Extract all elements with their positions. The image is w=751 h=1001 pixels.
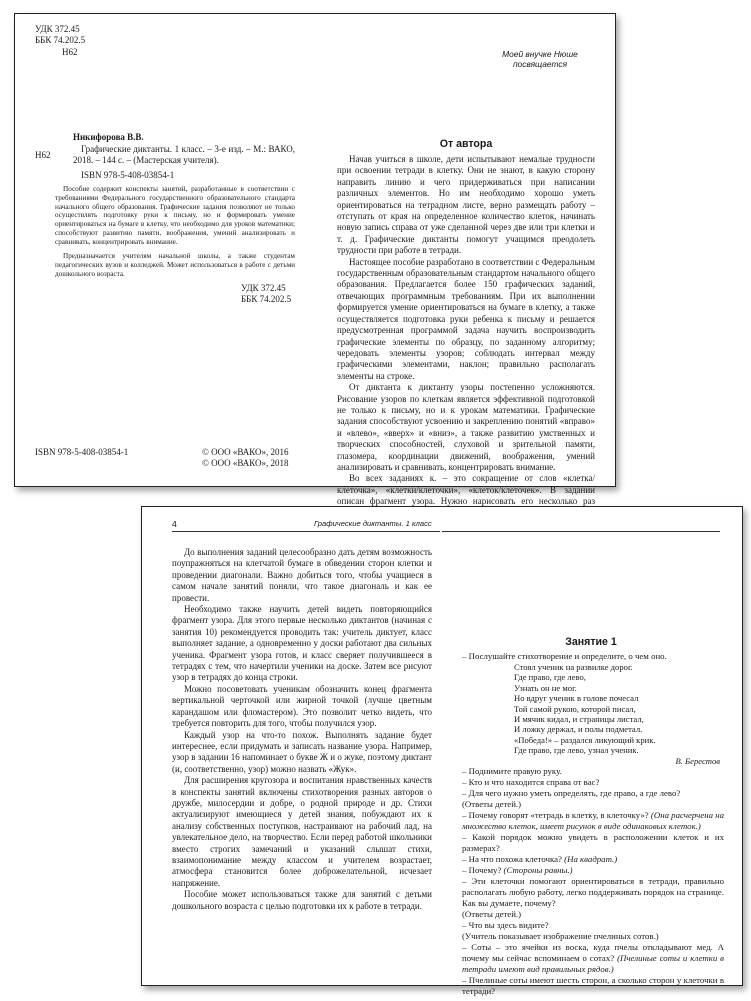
question: – Почему? [462,865,502,876]
copyright-2016: © ООО «ВАКО», 2016 [202,447,289,457]
foreword-body [337,154,595,519]
foreword-page [317,14,615,507]
page-number: 4 [172,519,177,529]
dedication-line-2: посвящается [512,59,568,70]
poem-line: И мячик кидал, и страницы листал, [514,714,644,725]
poem-line: Стоял ученик на развилке дорог. [514,662,633,672]
running-head: Графические диктанты. 1 класс [314,519,432,528]
poem-line: Той самой рукою, которой писал, [514,703,636,714]
intro-paragraph: Пособие может использоваться также для занятий с детьми дошкольного возраста с целью подготовки их к работе в тетради. [172,889,432,911]
dialogue-line: – Послушайте стихотворение и определите, о чем оно. [462,651,667,661]
imprint-page [15,14,315,486]
annotation: Пособие содержит конспекты занятий, разработанные в соответствии с требованиями Федерального государственного образовательного стандарта начального общего образования. Графические задания позволяют не только осуществлять подготовку руки к письму, но и формировать умение ориентироваться на бумаге в клетку, что необходимо для уроков математики; способствуют развитию памяти, воображения, умений анализировать и сравнивать, концентрировать внимание. [55,185,295,246]
intro-page [142,507,442,985]
intro-paragraph: Для расширения кругозора и воспитания нравственных качеств в конспекты занятий включены стихотворения разных авторов о дружбе, милосердии и добре, о родной природе и др. Стихи актуализируют имеющиеся у детей знания, побуждают их к анализу собственных поступков, настраивают на рабочий лад, на увлекательное дело, на творчество. Если перед работой школьники вместо строгих замечаний и указаний слышат стихи, взаимопонимание между классом и учителем возрастает, атмосфера становится более доброжелательной, исчезает напряжение. [172,775,432,888]
foreword-paragraph: Настоящее пособие разработано в соответствии с Федеральным государственным образовательным стандартом начального общего образования. Предлагается более 150 графических заданий, отвечающих программным требованиям. При их выполнении формируется умение ориентироваться на бумаге в клетку, а также осуществляется подготовка руки ребенка к письму и решается предусмотренная программой задача научить воспроизводить графические элементы по образцу, по заданному алгоритму; чередовать элементы узоров; соблюдать интервал между графическими элементами, наклон; правильно располагать элементы на строке. [337,256,595,381]
isbn-inline: ISBN 978-5-408-03854-1 [81,170,175,180]
book-spread-imprint [14,13,616,507]
book-spread-lesson [141,506,743,997]
poem-line: Где право, где лево, узнал ученик. [514,745,639,756]
poem-line: Где право, где лево, [514,672,586,683]
poem-line: «Победа!» – раздался ликующий крик. [514,734,656,745]
foreword-paragraph: От диктанта к диктанту узоры постепенно усложняются. Рисование узоров по клеткам является эффективной подготовкой не только к письму, но и к урокам математики. Графические задания способствуют усвоению и закреплению понятий «вправо» и «влево», «вверх» и «вниз», а также развитию умственных и творческих способностей, слуховой и зрительной памяти, глазомера, координации движений, воображения, умений анализировать и сравнивать, концентрировать внимание. [337,382,595,472]
lesson-body [462,651,724,997]
dialogue-line [462,810,724,832]
dedication [485,49,595,70]
author-code: Н62 [35,150,51,160]
poem [462,662,724,766]
citation: Графические диктанты. 1 класс. – 3-е изд. – М.: ВАКО, 2018. – 144 с. – (Мастерская учителя). [73,144,295,166]
dialogue-line: (Ответы детей.) [462,799,522,810]
header-rule-right [442,531,720,532]
foreword-heading: От автора [439,138,493,150]
bbk-bottom: ББК 74.202.5 [241,294,292,304]
author-name: Никифорова В.В. [73,132,144,142]
dialogue-line: – Пчелиные соты имеют шесть сторон, а сколько сторон у клеточки в тетради? [462,975,724,997]
answer: (Пчелиные соты и клетки в тетради имеют вид правильных рядов.) [462,953,724,975]
dialogue-line: – Для чего нужно уметь определять, где право, а где лево? [462,788,681,799]
poem-line: Но вдруг ученик в голове почесал [514,693,639,704]
udk-top: УДК 372.45 [35,24,80,34]
author-code-top: Н62 [62,47,78,57]
lesson-page [442,507,742,997]
dialogue-line: – Какой порядок можно увидеть в расположении клеток и их размерах? [462,832,724,854]
isbn-footer: ISBN 978-5-408-03854-1 [35,447,129,457]
lesson-heading: Занятие 1 [565,636,617,648]
bbk-top: ББК 74.202.5 [35,35,86,45]
question: – Соты – это ячейки из воска, куда пчелы откладывают мед. А почему мы сейчас вспоминаем о сотах? [462,942,724,964]
intro-paragraph: До выполнения заданий целесообразно дать детям возможность поупражняться на клетчатой бумаге в обведении сторон клетки и проведении диагонали. Важно добиться того, чтобы учащиеся в самом начале занятий поняли, что такое диагональ и как ее провести. [172,547,432,603]
answer: (На квадрат.) [564,854,618,865]
copyright-2018: © ООО «ВАКО», 2018 [202,458,289,468]
dialogue-line: (Ответы детей.) [462,909,522,920]
dialogue-line [462,865,724,876]
dialogue-line [462,942,724,975]
dedication-line-1: Моей внучке Нюше [502,49,578,59]
answer: (Она расчерчена на множество клеток, имеет рисунок в виде одинаковых клеток.) [462,810,724,832]
dialogue-line: (Учитель показывает изображение пчелиных сотов.) [462,931,659,942]
intro-body [172,547,432,912]
poem-author: В. Берестов [675,755,720,766]
question: – На что похожа клеточка? [462,854,562,865]
foreword-paragraph: Начав учиться в школе, дети испытывают немалые трудности при освоении тетради в клетку. Они не знают, в какую сторону направить линию и чего придерживаться при написании различных элементов. Но им необходимо хорошо уметь ориентироваться на тетрадном листе, верно размещать работу – отступать от края на определенное количество клеток, начинать новую запись справа от уже сделанной через две или три клетки и т. д. Графические диктанты помогут учащимся преодолеть трудности при работе в тетради. [337,154,595,256]
dialogue-line: – Кто и что находится справа от вас? [462,777,600,788]
intro-paragraph: Каждый узор на что-то похож. Выполнять задание будет интереснее, если придумать и записать название узора. Например, узор в задании 16 напоминает о букве Ж и о жуке, поэтому диктант (и, соответственно, узор) можно назвать «Жук». [172,729,432,774]
header-rule [172,531,440,532]
poem-line: И ложку держал, и полы подметал. [514,724,643,735]
answer: (Стороны равны.) [503,865,573,876]
dialogue-line: – Поднимите правую руку. [462,766,562,777]
dialogue-line [462,854,724,865]
question: – Почему говорят «тетрадь в клетку, в клеточку»? [462,810,649,821]
dialogue-line: – Эти клеточки помогают ориентироваться в тетради, правильно располагать любую работу, легко поддерживать порядок на странице. Как вы думаете, почему? [462,876,724,909]
poem-line: Узнать он не мог. [514,682,577,693]
intro-paragraph: Необходимо также научить детей видеть повторяющийся фрагмент узора. Для этого первые несколько диктантов (начиная с занятия 10) рекомендуется проводить так: учитель диктует, класс выполняет задание, а одновременно у доски работают два сильных ученика. Фрагмент узора готов, и класс сверяет получившееся в тетрадях с тем, что начертили ученики на доске. Затем все рисуют узор в тетрадях до конца строки. [172,604,432,683]
dialogue-line: – Что вы здесь видите? [462,920,549,931]
udk-bottom: УДК 372.45 [241,283,286,293]
foreword-paragraph: Во всех заданиях к. – это сокращение от слов «клетка/клеточка», «клетки/клеточки», «клеток/клеточек». В задании описан фрагмент узора. Нужно нарисовать его несколько раз [337,473,595,507]
audience-note: Предназначается учителям начальной школы, а также студентам педагогических вузов и колледжей. Может использоваться в работе с детьми дошкольного возраста. [55,252,295,278]
intro-paragraph: Можно посоветовать ученикам обозначить конец фрагмента вертикальной черточкой или жирной точкой (лучше цветным карандашом или фломастером). Это позволит четко видеть, что требуется повторить для того, чтобы получился узор. [172,683,432,729]
